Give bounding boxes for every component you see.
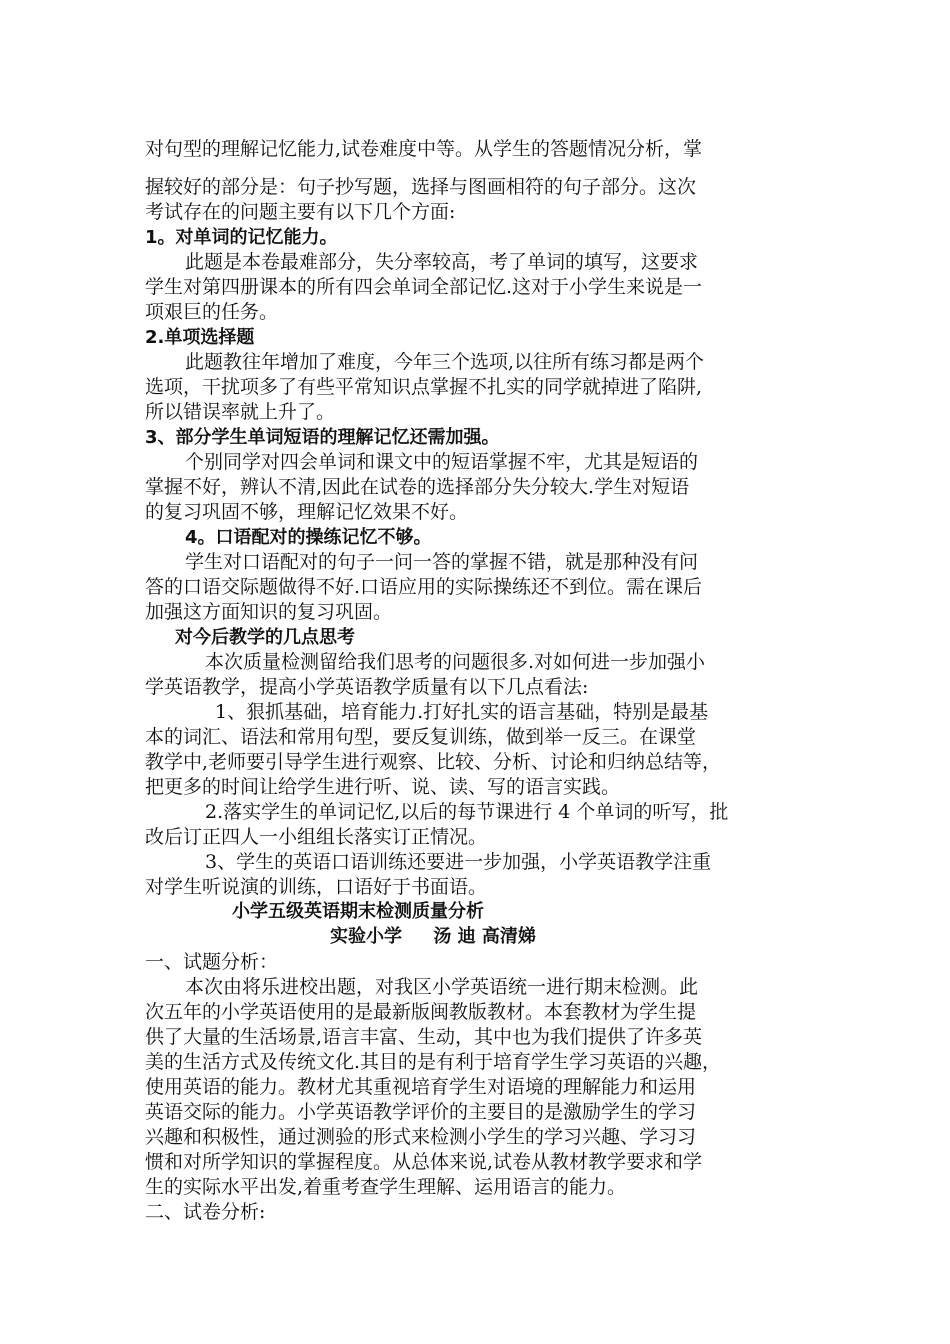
- document-title: 小学五级英语期末检测质量分析: [232, 901, 484, 922]
- paragraph-line: 选项，干扰项多了有些平常知识点掌握不扎实的同学就掉进了陷阱,: [145, 376, 703, 398]
- section-heading: 一、试题分析：: [145, 951, 279, 973]
- paragraph-line: 学英语教学，提高小学英语教学质量有以下几点看法:: [145, 676, 589, 698]
- paragraph-line: 本次质量检测留给我们思考的问题很多.对如何进一步加强小: [205, 651, 706, 673]
- paragraph-line: 生的实际水平出发,着重考查学生理解、运用语言的能力。: [145, 1176, 627, 1198]
- paragraph-line: 3、学生的英语口语训练还要进一步加强，小学英语教学注重: [205, 851, 712, 873]
- paragraph-line: 1、狠抓基础，培育能力.打好扎实的语言基础，特别是最基: [215, 701, 709, 723]
- paragraph-line: 兴趣和积极性，通过测验的形式来检测小学生的学习兴趣、学习习: [145, 1126, 697, 1148]
- section-heading: 1。对单词的记忆能力。: [145, 227, 338, 248]
- paragraph-line: 握较好的部分是：句子抄写题，选择与图画相符的句子部分。这次: [145, 176, 697, 198]
- paragraph-line: 掌握不好，辨认不清,因此在试卷的选择部分失分较大.学生对短语: [145, 476, 690, 498]
- paragraph-line: 改后订正四人一小组组长落实订正情况。: [145, 826, 488, 848]
- paragraph-line: 本次由将乐进校出题，对我区小学英语统一进行期末检测。此: [185, 976, 699, 998]
- paragraph-line: 对学生听说演的训练，口语好于书面语。: [145, 876, 488, 898]
- paragraph-line: 的复习巩固不够，理解记忆效果不好。: [145, 501, 469, 523]
- section-heading: 二、试卷分析:: [145, 1201, 266, 1223]
- paragraph-line: 本的词汇、语法和常用句型，要反复训练，做到举一反三。在课堂: [145, 726, 697, 748]
- paragraph-line: 把更多的时间让给学生进行听、说、读、写的语言实践。: [145, 776, 621, 798]
- paragraph-line: 加强这方面知识的复习巩固。: [145, 601, 393, 623]
- paragraph-line: 教学中,老师要引导学生进行观察、比较、分析、讨论和归纳总结等，: [145, 751, 722, 773]
- section-heading: 3、部分学生单词短语的理解记忆还需加强。: [145, 427, 500, 448]
- paragraph-line: 此题教往年增加了难度，今年三个选项,以往所有练习都是两个: [185, 351, 705, 373]
- section-heading: 2.单项选择题: [145, 327, 255, 348]
- paragraph-line: 供了大量的生活场景,语言丰富、生动，其中也为我们提供了许多英: [145, 1026, 703, 1048]
- paragraph-line: 项艰巨的任务。: [145, 301, 279, 323]
- section-heading: 4。口语配对的操练记忆不够。: [185, 527, 432, 548]
- paragraph-line: 对句型的理解记忆能力,试卷难度中等。从学生的答题情况分析，掌: [145, 138, 703, 160]
- paragraph-line: 美的生活方式及传统文化.其目的是有利于培育学生学习英语的兴趣，: [145, 1051, 722, 1073]
- paragraph-line: 使用英语的能力。教材尤其重视培育学生对语境的理解能力和运用: [145, 1076, 697, 1098]
- paragraph-line: 考试存在的问题主要有以下几个方面:: [145, 201, 456, 223]
- paragraph-line: 个别同学对四会单词和课文中的短语掌握不牢，尤其是短语的: [185, 451, 699, 473]
- section-heading: 对今后教学的几点思考: [175, 627, 355, 648]
- paragraph-line: 2.落实学生的单词记忆,以后的每节课进行 4 个单词的听写，批: [205, 801, 729, 823]
- paragraph-line: 英语交际的能力。小学英语教学评价的主要目的是激励学生的学习: [145, 1101, 697, 1123]
- paragraph-line: 惯和对所学知识的掌握程度。从总体来说,试卷从教材教学要求和学: [145, 1151, 703, 1173]
- paragraph-line: 学生对口语配对的句子一问一答的掌握不错，就是那种没有问: [185, 551, 699, 573]
- paragraph-line: 所以错误率就上升了。: [145, 401, 336, 423]
- document-authors: 实验小学 汤 迪 高清娣: [330, 926, 536, 947]
- paragraph-line: 次五年的小学英语使用的是最新版闽教版教材。本套教材为学生提: [145, 1001, 697, 1023]
- paragraph-line: 学生对第四册课本的所有四会单词全部记忆.这对于小学生来说是一: [145, 276, 703, 298]
- paragraph-line: 答的口语交际题做得不好.口语应用的实际操练还不到位。需在课后: [145, 576, 703, 598]
- paragraph-line: 此题是本卷最难部分，失分率较高，考了单词的填写，这要求: [185, 251, 699, 273]
